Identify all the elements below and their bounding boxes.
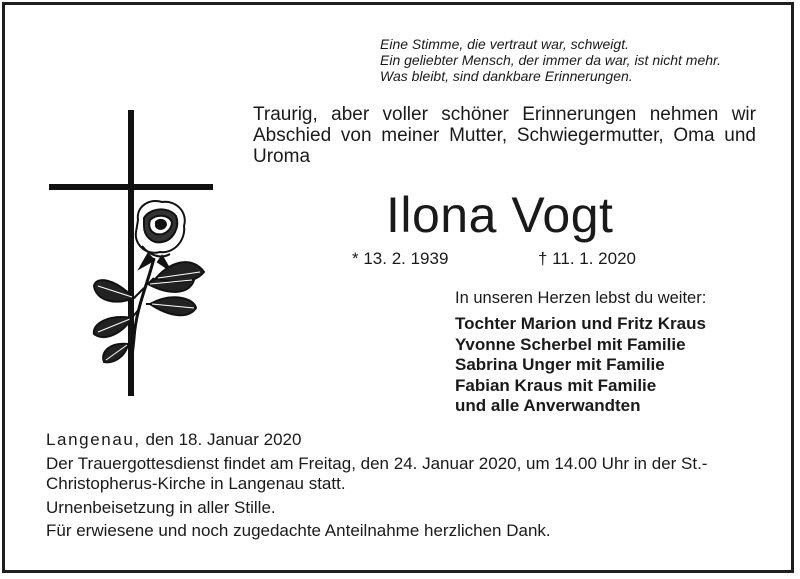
service-info: Der Trauergottesdienst findet am Freitag, den 24. Januar 2020, um 14.00 Uhr in der St.-Christopherus-Kirche in Langenau statt. bbox=[46, 454, 708, 493]
intro-text: Traurig, aber voller schöner Erinnerungen nehmen wir Abschied von meiner Mutter, Schwiegermutter, Oma und Uroma bbox=[253, 104, 756, 167]
birth-date: * 13. 2. 1939 bbox=[352, 249, 449, 268]
memorial-quote bbox=[380, 36, 721, 84]
urn-info: Urnenbeisetzung in aller Stille. bbox=[46, 498, 276, 517]
rose-icon bbox=[94, 201, 204, 378]
family-member: Yvonne Scherbel mit Familie bbox=[455, 334, 686, 354]
place-date bbox=[46, 430, 301, 450]
cross-with-rose bbox=[44, 108, 219, 400]
quote-line: Eine Stimme, die vertraut war, schweigt. bbox=[380, 36, 629, 52]
family-member: Tochter Marion und Fritz Kraus bbox=[455, 314, 706, 333]
hearts-line: In unseren Herzen lebst du weiter: bbox=[455, 289, 707, 307]
thanks-line: Für erwiesene und noch zugedachte Anteilnahme herzlichen Dank. bbox=[46, 521, 551, 540]
death-date: † 11. 1. 2020 bbox=[538, 249, 636, 268]
family-list bbox=[455, 314, 706, 417]
quote-line: Was bleibt, sind dankbare Erinnerungen. bbox=[380, 68, 633, 84]
notice-date: den 18. Januar 2020 bbox=[145, 430, 302, 449]
place-name: Langenau, bbox=[46, 430, 141, 449]
family-member: Sabrina Unger mit Familie bbox=[455, 355, 665, 374]
deceased-name: Ilona Vogt bbox=[386, 187, 614, 243]
family-member: und alle Anverwandten bbox=[455, 396, 641, 415]
family-member: Fabian Kraus mit Familie bbox=[455, 375, 657, 395]
quote-line: Ein geliebter Mensch, der immer da war, ist nicht mehr. bbox=[380, 52, 722, 68]
